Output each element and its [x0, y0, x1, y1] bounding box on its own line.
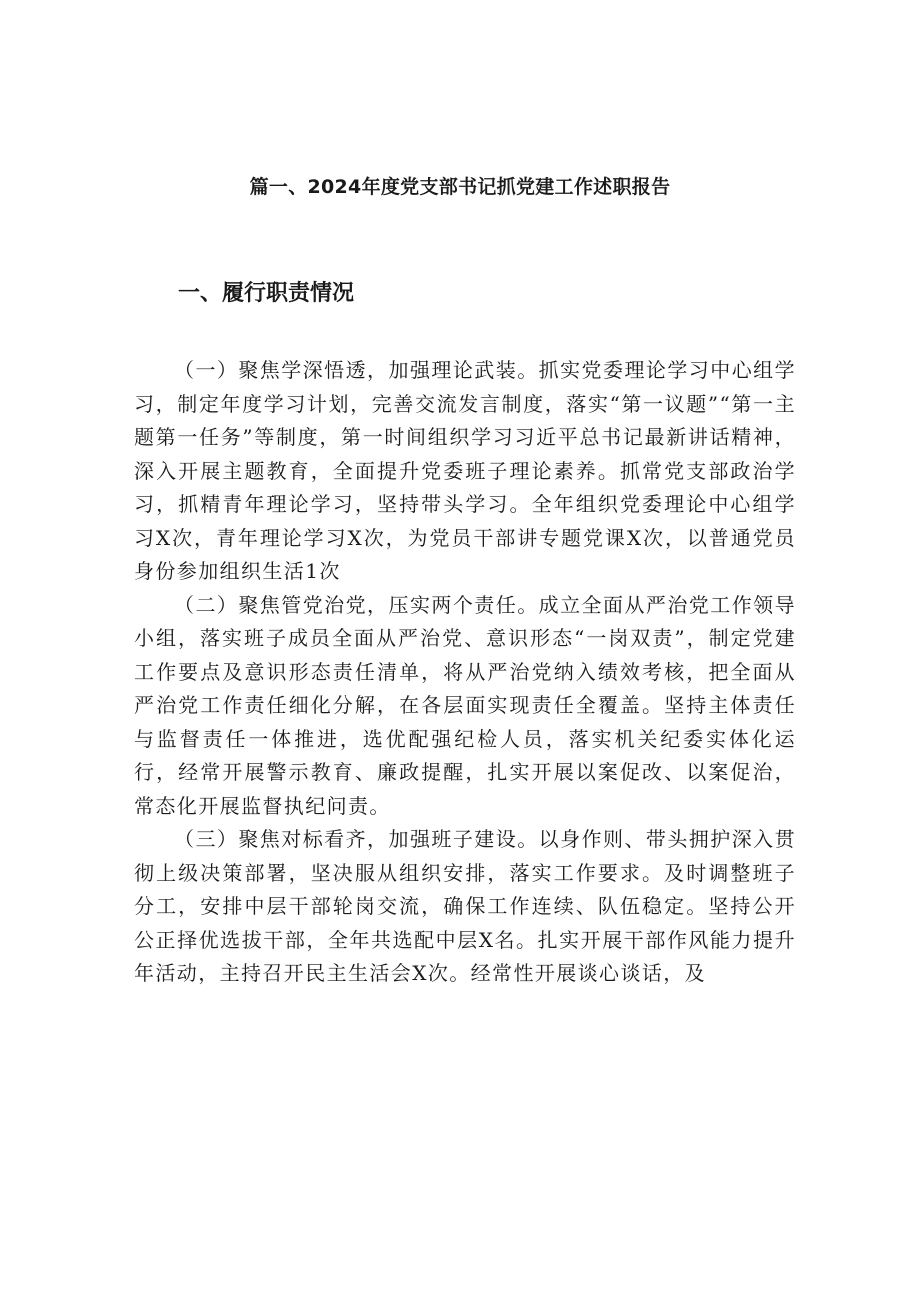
- section-heading: 一、履行职责情况: [178, 281, 355, 306]
- body-text: [134, 354, 796, 991]
- paragraph-2: （二）聚焦管党治党，压实两个责任。成立全面从严治党工作领导小组，落实班子成员全面从严治党、意识形态“一岗双责”，制定党建工作要点及意识形态责任清单，将从严治党纳入绩效考核，把全面从严治党工作责任细化分解，在各层面实现责任全覆盖。坚持主体责任与监督责任一体推进，选优配强纪检人员，落实机关纪委实体化运行，经常开展警示教育、廉政提醒，扎实开展以案促改、以案促治，常态化开展监督执纪问责。: [134, 592, 796, 818]
- paragraph-1: （一）聚焦学深悟透，加强理论武装。抓实党委理论学习中心组学习，制定年度学习计划，完善交流发言制度，落实“第一议题”“第一主题第一任务”等制度，第一时间组织学习习近平总书记最新讲话精神，深入开展主题教育，全面提升党委班子理论素养。抓常党支部政治学习，抓精青年理论学习，坚持带头学习。全年组织党委理论中心组学习X次，青年理论学习X次，为党员干部讲专题党课X次，以普通党员身份参加组织生活1次: [134, 358, 796, 583]
- document-title: 篇一、2024年度党支部书记抓党建工作述职报告: [249, 176, 671, 198]
- paragraph-3: （三）聚焦对标看齐，加强班子建设。以身作则、带头拥护深入贯彻上级决策部署，坚决服从组织安排，落实工作要求。及时调整班子分工，安排中层干部轮岗交流，确保工作连续、队伍稳定。坚持公开公正择优选拔干部，全年共选配中层X名。扎实开展干部作风能力提升年活动，主持召开民主生活会X次。经常性开展谈心谈话，及: [134, 827, 796, 985]
